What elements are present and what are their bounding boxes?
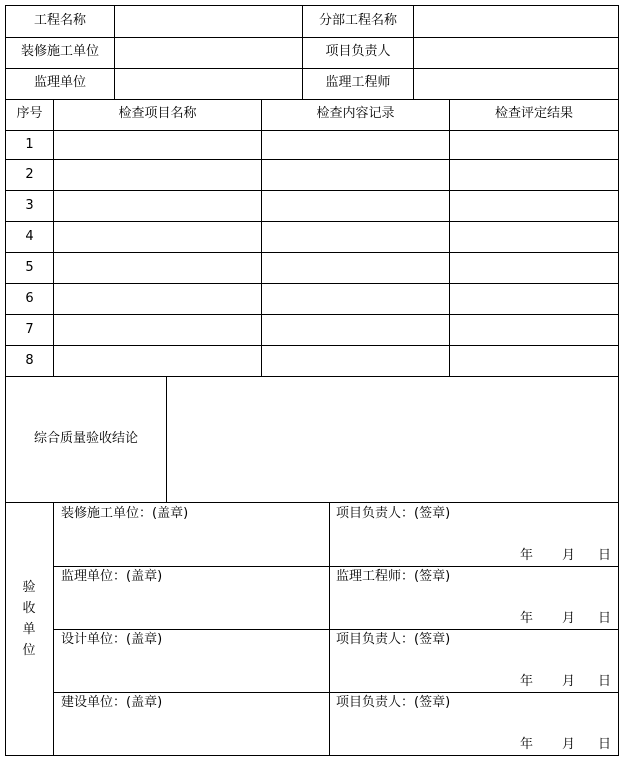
border-right [618,5,619,756]
person-label: 监理工程师：(签章) [336,569,451,584]
row-line [5,345,619,346]
date-day: 日 [598,548,612,563]
row-number: 6 [25,291,34,306]
unit-label-design: 设计单位：(盖章) [61,632,163,647]
row-number: 4 [25,229,34,244]
sub-project-field[interactable] [414,6,618,37]
date-month: 月 [562,737,576,752]
contractor-label: 装修施工单位 [20,44,99,59]
unit-label-contractor: 装修施工单位：(盖章) [61,506,189,521]
person-label: 项目负责人：(签章) [336,632,451,647]
col-line [53,99,54,377]
row-line [5,314,619,315]
col-line [449,99,450,377]
project-manager-label: 项目负责人 [325,44,391,59]
unit-label-owner: 建设单位：(盖章) [61,695,163,710]
col-line [53,502,54,756]
contractor-field[interactable] [115,38,302,68]
row-number: 3 [25,198,34,213]
date-year: 年 [520,737,534,752]
row-line [5,190,619,191]
row-number: 8 [25,353,34,368]
col-header-content-record: 检查内容记录 [316,106,395,121]
supervisor-unit-field[interactable] [115,69,302,99]
row-line [5,283,619,284]
row-number: 5 [25,260,34,275]
supervisor-unit-label: 监理单位 [33,75,86,90]
row-number: 2 [25,167,34,182]
conclusion-label: 综合质量验收结论 [33,431,138,446]
row-line [5,159,619,160]
supervisor-engineer-label: 监理工程师 [325,75,391,90]
col-header-item-name: 检查项目名称 [118,106,197,121]
row-line [53,629,619,630]
row-number: 1 [25,137,34,152]
sub-project-label: 分部工程名称 [318,13,397,28]
date-year: 年 [520,611,534,626]
date-year: 年 [520,674,534,689]
supervisor-engineer-field[interactable] [414,69,618,99]
date-day: 日 [598,674,612,689]
col-line [329,502,330,756]
project-name-field[interactable] [115,6,302,37]
col-line [261,99,262,377]
date-month: 月 [562,611,576,626]
unit-label-supervisor: 监理单位：(盖章) [61,569,163,584]
col-header-seq: 序号 [16,106,43,121]
project-name-label: 工程名称 [33,13,86,28]
row-line [53,692,619,693]
date-day: 日 [598,737,612,752]
border-bottom [5,755,619,756]
project-manager-field[interactable] [414,38,618,68]
conclusion-field[interactable] [167,377,618,502]
row-line [5,130,619,131]
row-line [5,221,619,222]
date-month: 月 [562,674,576,689]
row-line [5,252,619,253]
person-label: 项目负责人：(签章) [336,695,451,710]
row-line [53,566,619,567]
date-day: 日 [598,611,612,626]
date-year: 年 [520,548,534,563]
person-label: 项目负责人：(签章) [336,506,451,521]
date-month: 月 [562,548,576,563]
acceptance-units-label: 验收单位 [22,580,36,658]
row-line [5,99,619,100]
row-number: 7 [25,322,34,337]
col-header-result: 检查评定结果 [494,106,573,121]
row-line [5,502,619,503]
